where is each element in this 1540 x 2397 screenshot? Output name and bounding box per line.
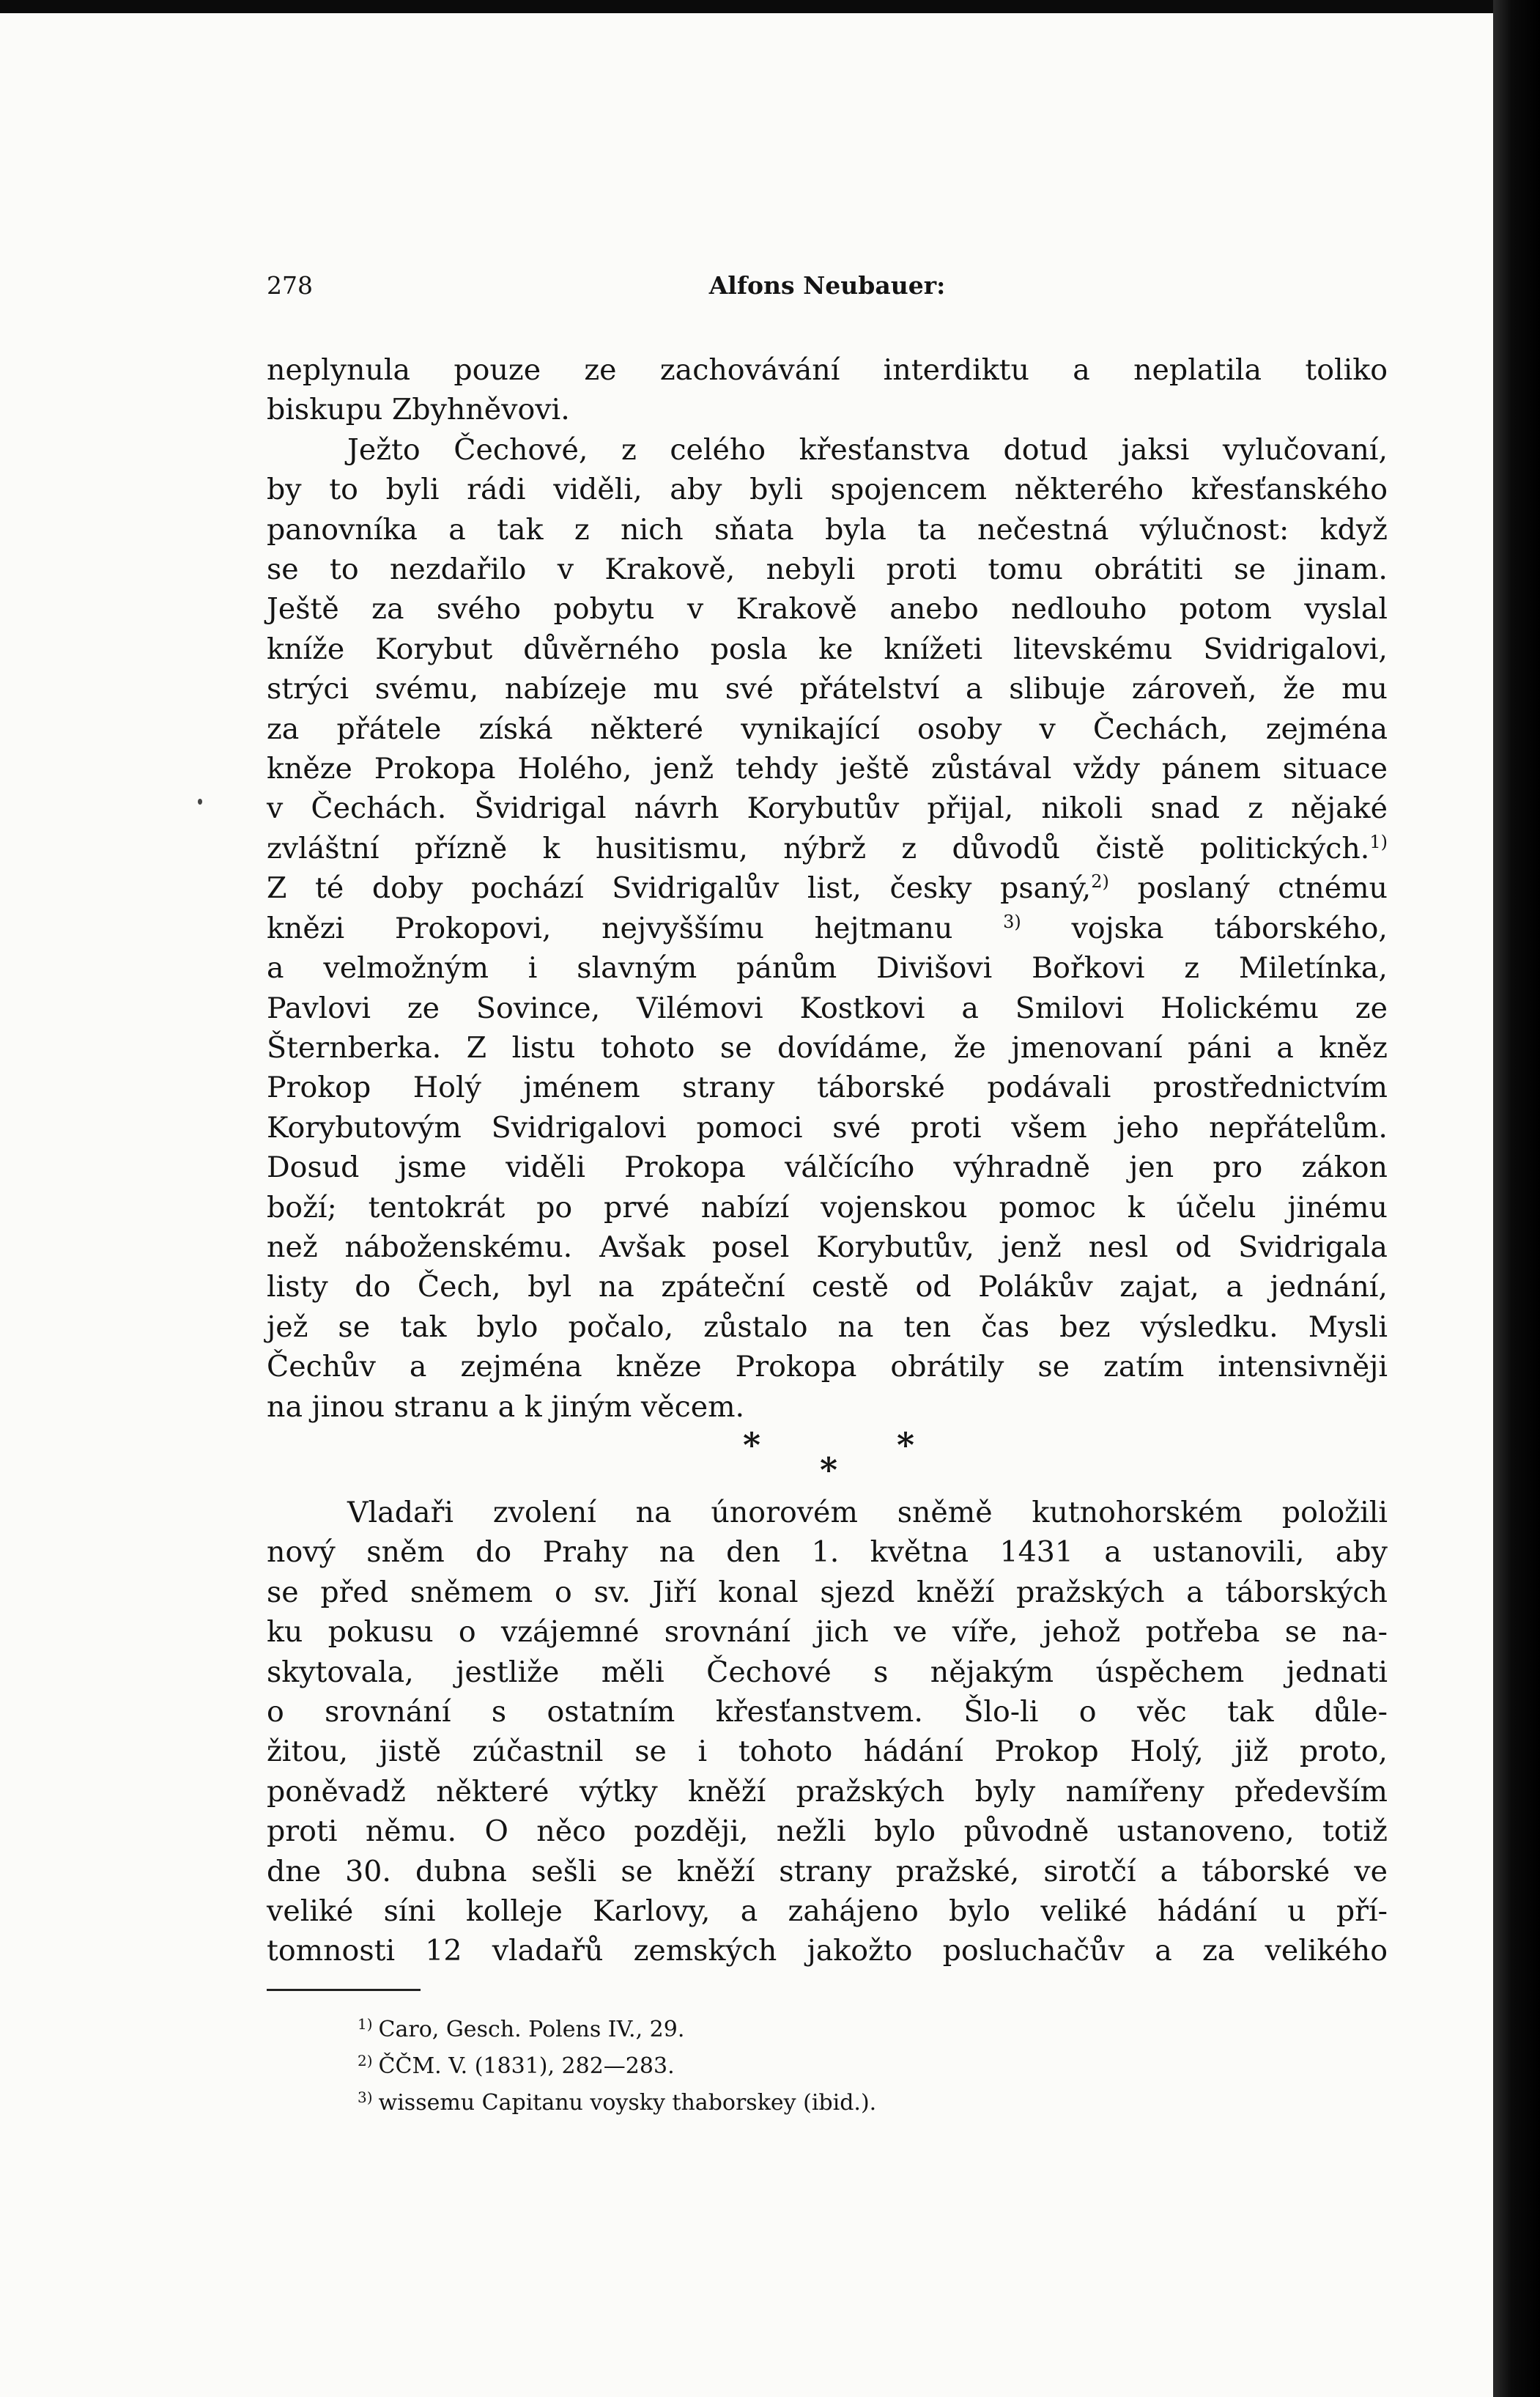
footnote-ref-1: 1) — [1369, 831, 1388, 852]
text-line: žitou, jistě zúčastnil se i tohoto hádání Prokop Holý, již proto, — [267, 1735, 1388, 1769]
text-line: biskupu Zbyhněvovi. — [267, 393, 570, 427]
paragraph-2 — [267, 430, 1388, 1427]
footnote-text: ČČM. V. (1831), 282—283. — [378, 2053, 675, 2079]
footnote-rule — [267, 1989, 421, 1991]
text-line: veliké síni kolleje Karlovy, a zahájeno bylo veliké hádání u pří- — [267, 1894, 1388, 1929]
text-line: jež se tak bylo počalo, zůstalo na ten čas bez výsledku. Mysli — [267, 1310, 1388, 1344]
body-text-upper — [267, 350, 1388, 1427]
text-line: proti němu. O něco později, nežli bylo původně ustanoveno, totiž — [267, 1814, 1388, 1849]
text-line: ku pokusu o vzájemné srovnání jich ve víře, jehož potřeba se na- — [267, 1615, 1388, 1650]
text-line: o srovnání s ostatním křesťanstvem. Šlo-li o věc tak důle- — [267, 1695, 1388, 1729]
text-line: a velmožným i slavným pánům Divišovi Bořkovi z Miletínka, — [267, 951, 1388, 986]
paragraph-3 — [267, 1493, 1388, 1971]
footnote-marker: 1) — [358, 2015, 373, 2033]
text-fragment: vojska táborského, — [1071, 911, 1388, 945]
scan-edge — [1493, 0, 1540, 2397]
text-line: se to nezdařilo v Krakově, nebyli proti tomu obrátiti se jinam. — [267, 553, 1388, 587]
asterisk: * — [820, 1450, 838, 1490]
footnote — [358, 2082, 1310, 2119]
text-fragment: poslaný ctnému — [1137, 871, 1388, 906]
asterisk: * — [897, 1425, 915, 1465]
running-head: Alfons Neubauer: — [708, 271, 946, 300]
text-line: tomnosti 12 vladařů zemských jakožto posluchačův a za velikého — [267, 1934, 1388, 1968]
text-line: boží; tentokrát po prvé nabízí vojenskou pomoc k účelu jinému — [267, 1190, 1388, 1225]
text-line: by to byli rádi viděli, aby byli spojencem některého křesťanského — [267, 473, 1388, 507]
footnote-text: Caro, Gesch. Polens IV., 29. — [378, 2017, 685, 2042]
text-line: Ještě za svého pobytu v Krakově anebo nedlouho potom vyslal — [267, 592, 1388, 627]
section-separator — [267, 1425, 1388, 1491]
page-number: 278 — [267, 271, 313, 300]
footnote-ref-3: 3) — [1003, 911, 1021, 932]
text-line: Šternberka. Z listu tohoto se dovídáme, že jmenovaní páni a kněz — [267, 1030, 1388, 1065]
body-text-lower — [267, 1493, 1388, 1971]
text-fragment: knězi Prokopovi, nejvyššímu hejtmanu — [267, 911, 953, 945]
text-line-with-ref — [267, 868, 1388, 908]
text-line: Čechův a zejména kněze Prokopa obrátily se zatím intensivněji — [267, 1350, 1388, 1384]
text-line: Prokop Holý jménem strany táborské podávali prostřednictvím — [267, 1071, 1388, 1105]
text-line: skytovala, jestliže měli Čechové s nějakým úspěchem jednati — [267, 1655, 1388, 1689]
footnote-text: wissemu Capitanu voysky thaborskey (ibid.). — [378, 2090, 877, 2116]
text-line: panovníka a tak z nich sňata byla ta nečestná výlučnost: když — [267, 512, 1388, 547]
paragraph-1 — [267, 350, 1388, 430]
footnote-marker: 2) — [358, 2052, 373, 2069]
text-line: za přátele získá některé vynikající osoby v Čechách, zejména — [267, 712, 1388, 746]
scan-speck — [198, 799, 202, 805]
footnote-ref-2: 2) — [1091, 871, 1109, 893]
text-line: nový sněm do Prahy na den 1. května 1431 a ustanovili, aby — [267, 1535, 1388, 1570]
text-line: se před sněmem o sv. Jiří konal sjezd kněží pražských a táborských — [267, 1575, 1388, 1609]
text-line: strýci svému, nabízeje mu své přátelství a slibuje zároveň, že mu — [267, 672, 1388, 706]
text-line: Vladaři zvolení na únorovém sněmě kutnohorském položili — [347, 1496, 1388, 1529]
footnote — [358, 2045, 1310, 2082]
text-line: poněvadž některé výtky kněží pražských byly namířeny především — [267, 1774, 1388, 1809]
text-fragment: zvláštní přízně k husitismu, nýbrž z důvodů čistě politických. — [267, 831, 1370, 865]
text-line: neplynula pouze ze zachovávání interdiktu a neplatila toliko — [267, 353, 1388, 387]
text-line-with-ref — [267, 829, 1388, 868]
text-line: kněze Prokopa Holého, jenž tehdy ještě zůstával vždy pánem situace — [267, 752, 1388, 786]
page-header — [267, 271, 1388, 308]
asterisk: * — [743, 1425, 761, 1465]
footnotes — [358, 2009, 1310, 2119]
text-line: kníže Korybut důvěrného posla ke knížeti litevskému Svidrigalovi, — [267, 632, 1388, 666]
footnote-marker: 3) — [358, 2088, 373, 2106]
text-line-with-ref — [267, 909, 1388, 948]
text-fragment: Z té doby pochází Svidrigalův list, česky psaný, — [267, 871, 1092, 906]
text-line: Ježto Čechové, z celého křesťanstva dotud jaksi vylučovaní, — [347, 432, 1388, 467]
footnote — [358, 2009, 1310, 2045]
text-line: na jinou stranu a k jiným věcem. — [267, 1389, 745, 1424]
text-line: listy do Čech, byl na zpáteční cestě od Polákův zajat, a jednání, — [267, 1270, 1388, 1304]
text-line: dne 30. dubna sešli se kněží strany pražské, sirotčí a táborské ve — [267, 1854, 1388, 1888]
text-line: než náboženskému. Avšak posel Korybutův, jenž nesl od Svidrigala — [267, 1230, 1388, 1264]
text-line: Dosud jsme viděli Prokopa válčícího výhradně jen pro zákon — [267, 1151, 1388, 1185]
text-line: v Čechách. Švidrigal návrh Korybutův přijal, nikoli snad z nějaké — [267, 791, 1388, 826]
text-line: Pavlovi ze Sovince, Vilémovi Kostkovi a Smilovi Holickému ze — [267, 991, 1388, 1025]
text-line: Korybutovým Svidrigalovi pomoci své proti všem jeho nepřátelům. — [267, 1110, 1388, 1145]
